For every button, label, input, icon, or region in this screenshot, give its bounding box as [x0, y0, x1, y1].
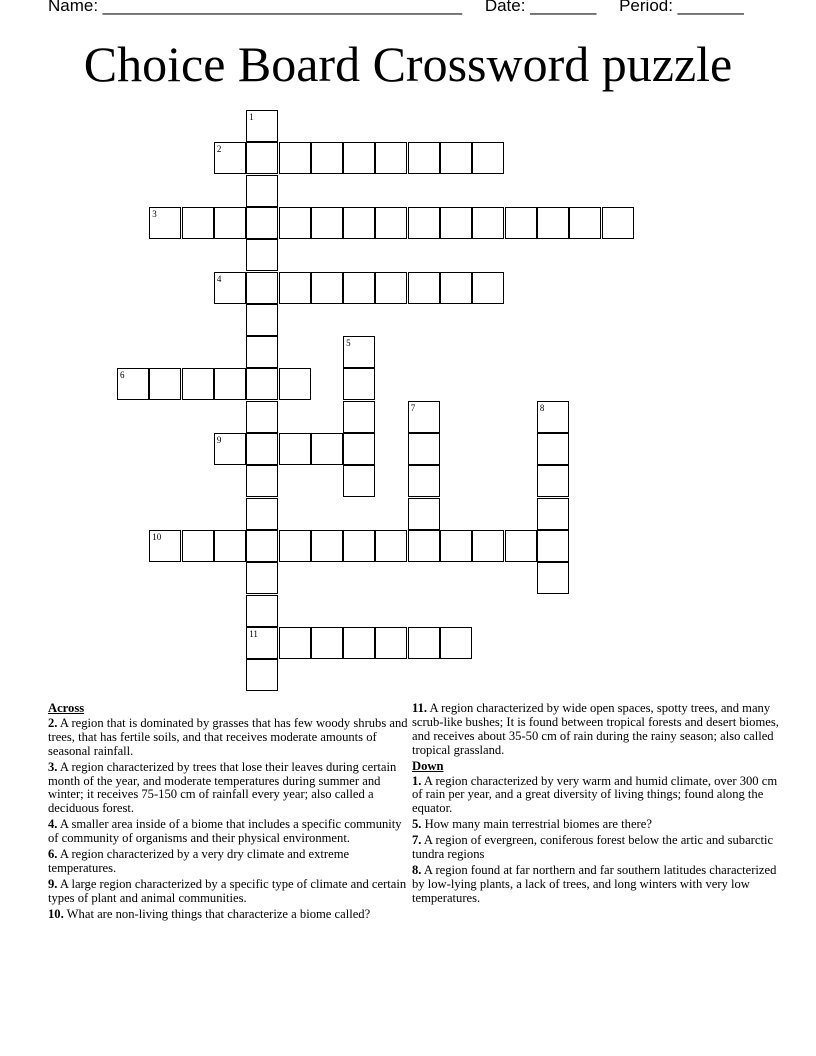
across-clue-list-continued — [412, 702, 780, 758]
crossword-cell[interactable] — [117, 368, 149, 400]
name-field[interactable]: Name: ______________________________________ — [48, 0, 463, 15]
clue-item-number: 11. — [412, 701, 428, 715]
crossword-cell[interactable] — [149, 530, 181, 562]
clue-item-number: 2. — [48, 715, 58, 730]
crossword-cell[interactable] — [246, 498, 278, 530]
clue-number: 6 — [120, 370, 125, 381]
crossword-cell[interactable] — [214, 207, 246, 239]
crossword-cell[interactable] — [149, 368, 181, 400]
crossword-cell[interactable] — [343, 627, 375, 659]
crossword-cell[interactable] — [182, 530, 214, 562]
clue-item-number: 6. — [48, 847, 58, 862]
clue-item — [48, 908, 408, 922]
clue-item-text: A region of evergreen, coniferous forest below the artic and subarctic tundra regions — [412, 833, 774, 862]
clue-item — [412, 864, 780, 906]
crossword-cell[interactable] — [343, 433, 375, 465]
crossword-cell[interactable] — [311, 272, 343, 304]
crossword-cell[interactable] — [440, 207, 472, 239]
clues-right-column — [412, 702, 780, 908]
crossword-cell[interactable] — [375, 530, 407, 562]
crossword-cell[interactable] — [602, 207, 634, 239]
clue-item — [412, 818, 780, 832]
crossword-cell[interactable] — [472, 207, 504, 239]
crossword-cell[interactable] — [375, 627, 407, 659]
clue-item-text: A region characterized by wide open spaces, spotty trees, and many scrub-like bushes; It is found between tropical forests and desert biomes, and receives about 35-50 cm of rain during the rainy season; also called tropical grassland. — [412, 701, 779, 757]
crossword-cell[interactable] — [537, 433, 569, 465]
crossword-cell[interactable] — [246, 175, 278, 207]
clue-number: 7 — [410, 402, 416, 413]
crossword-cell[interactable] — [440, 272, 472, 304]
across-heading: Across — [48, 701, 85, 715]
crossword-cell[interactable] — [246, 142, 278, 174]
crossword-cell[interactable] — [408, 627, 440, 659]
crossword-cell[interactable] — [375, 207, 407, 239]
crossword-cell[interactable] — [472, 142, 504, 174]
crossword-cell[interactable] — [246, 401, 278, 433]
crossword-cell[interactable] — [343, 401, 375, 433]
crossword-cell[interactable] — [537, 465, 569, 497]
clue-item-text: A region characterized by trees that lose their leaves during certain month of the year, and moderate temperatures during summer and winter; it receives 75-150 cm of rainfall every year; also called a deciduous forest. — [48, 759, 397, 816]
crossword-cell[interactable] — [408, 401, 440, 433]
crossword-cell[interactable] — [408, 498, 440, 530]
crossword-cell[interactable] — [408, 465, 440, 497]
crossword-cell[interactable] — [537, 530, 569, 562]
crossword-cell[interactable] — [440, 142, 472, 174]
crossword-cell[interactable] — [246, 465, 278, 497]
crossword-cell[interactable] — [311, 142, 343, 174]
crossword-cell[interactable] — [279, 207, 311, 239]
crossword-cell[interactable] — [537, 401, 569, 433]
clue-item-number: 4. — [48, 817, 58, 832]
crossword-cell[interactable] — [408, 530, 440, 562]
crossword-cell[interactable] — [279, 627, 311, 659]
clue-item-number: 10. — [48, 906, 64, 921]
clue-item — [48, 878, 408, 906]
clue-item-text: A region that is dominated by grasses that has few woody shrubs and trees, that has fertile soils, and that receives moderate amounts of seasonal rainfall. — [48, 715, 408, 758]
crossword-cell[interactable] — [246, 272, 278, 304]
crossword-cell[interactable] — [182, 207, 214, 239]
crossword-cell[interactable] — [505, 207, 537, 239]
crossword-cell[interactable] — [440, 530, 472, 562]
crossword-cell[interactable] — [246, 207, 278, 239]
clue-item-number: 1. — [412, 773, 422, 788]
crossword-cell[interactable] — [408, 207, 440, 239]
crossword-cell[interactable] — [440, 627, 472, 659]
clue-item — [48, 818, 408, 846]
clue-item-text: A large region characterized by a specific type of climate and certain types of plant and animal communities. — [48, 876, 407, 905]
clue-item-text: How many main terrestrial biomes are there? — [424, 817, 652, 832]
crossword-cell[interactable] — [569, 207, 601, 239]
clue-item-number: 7. — [412, 833, 422, 848]
clue-item — [412, 834, 780, 862]
clue-number: 10 — [152, 531, 162, 542]
clue-item — [48, 761, 408, 817]
crossword-cell[interactable] — [408, 142, 440, 174]
clue-number: 2 — [216, 144, 222, 155]
clue-item — [412, 702, 780, 758]
clue-number: 4 — [216, 273, 222, 284]
crossword-cell[interactable] — [214, 368, 246, 400]
crossword-cell[interactable] — [149, 207, 181, 239]
down-heading: Down — [412, 758, 444, 773]
crossword-cell[interactable] — [408, 272, 440, 304]
crossword-cell[interactable] — [311, 433, 343, 465]
crossword-cell[interactable] — [246, 433, 278, 465]
crossword-cell[interactable] — [214, 142, 246, 174]
crossword-cell[interactable] — [214, 272, 246, 304]
date-field[interactable]: Date: _______ — [484, 0, 597, 15]
crossword-cell[interactable] — [472, 272, 504, 304]
clue-item — [48, 848, 408, 876]
clue-number: 11 — [249, 628, 258, 639]
puzzle-title: Choice Board Crossword puzzle — [83, 36, 733, 92]
clue-number: 1 — [249, 112, 254, 122]
crossword-cell[interactable] — [343, 368, 375, 400]
crossword-cell[interactable] — [311, 207, 343, 239]
crossword-cell[interactable] — [246, 368, 278, 400]
crossword-cell[interactable] — [279, 142, 311, 174]
crossword-cell[interactable] — [246, 595, 278, 627]
crossword-cell[interactable] — [311, 530, 343, 562]
crossword-cell[interactable] — [505, 530, 537, 562]
clue-item — [48, 717, 408, 759]
crossword-cell[interactable] — [343, 465, 375, 497]
crossword-cell[interactable] — [343, 272, 375, 304]
crossword-cell[interactable] — [537, 562, 569, 594]
crossword-cell[interactable] — [279, 368, 311, 400]
crossword-cell[interactable] — [408, 433, 440, 465]
crossword-cell[interactable] — [214, 433, 246, 465]
clue-item-text: What are non-living things that characterize a biome called? — [66, 906, 371, 921]
crossword-cell[interactable] — [311, 627, 343, 659]
clue-item — [412, 775, 780, 817]
crossword-cell[interactable] — [214, 530, 246, 562]
clue-number: 8 — [539, 402, 545, 413]
clue-item-number: 8. — [412, 862, 422, 877]
clue-item-number: 5. — [412, 817, 422, 832]
crossword-cell[interactable] — [472, 530, 504, 562]
clue-item-text: A smaller area inside of a biome that includes a specific community of community of organisms and their physical environment. — [48, 817, 402, 846]
crossword-cell[interactable] — [246, 562, 278, 594]
period-field[interactable]: Period: _______ — [619, 0, 744, 15]
crossword-cell[interactable] — [246, 304, 278, 336]
crossword-cell[interactable] — [182, 368, 214, 400]
crossword-cell[interactable] — [375, 142, 407, 174]
crossword-cell[interactable] — [343, 336, 375, 368]
crossword-cell[interactable] — [343, 530, 375, 562]
clue-item-text: A region characterized by very warm and humid climate, over 300 cm of rain per year, and a great diversity of living things; found along the equator. — [412, 773, 778, 816]
crossword-cell[interactable] — [246, 627, 278, 659]
crossword-cell[interactable] — [537, 207, 569, 239]
crossword-cell[interactable] — [246, 530, 278, 562]
crossword-cell[interactable] — [246, 336, 278, 368]
crossword-cell[interactable] — [537, 498, 569, 530]
clue-number: 5 — [346, 338, 351, 349]
clue-item-text: A region characterized by a very dry climate and extreme temperatures. — [48, 847, 350, 875]
crossword-cell[interactable] — [343, 207, 375, 239]
across-clue-list — [48, 717, 408, 922]
clue-item-number: 9. — [48, 876, 58, 891]
crossword-cell[interactable] — [279, 272, 311, 304]
clue-number: 9 — [216, 435, 222, 445]
crossword-cell[interactable] — [279, 433, 311, 465]
crossword-cell[interactable] — [279, 530, 311, 562]
crossword-cell[interactable] — [246, 239, 278, 271]
down-clue-list — [412, 775, 780, 906]
clue-item-text: A region found at far northern and far southern latitudes characterized by low-lying plants, a lack of trees, and long winters with very low temperatures. — [412, 862, 777, 905]
crossword-cell[interactable] — [375, 272, 407, 304]
crossword-cell[interactable] — [246, 110, 278, 142]
clue-item-number: 3. — [48, 759, 58, 774]
clues-left-column — [48, 702, 408, 924]
crossword-cell[interactable] — [246, 659, 278, 691]
crossword-cell[interactable] — [343, 142, 375, 174]
clue-number: 3 — [152, 208, 157, 219]
